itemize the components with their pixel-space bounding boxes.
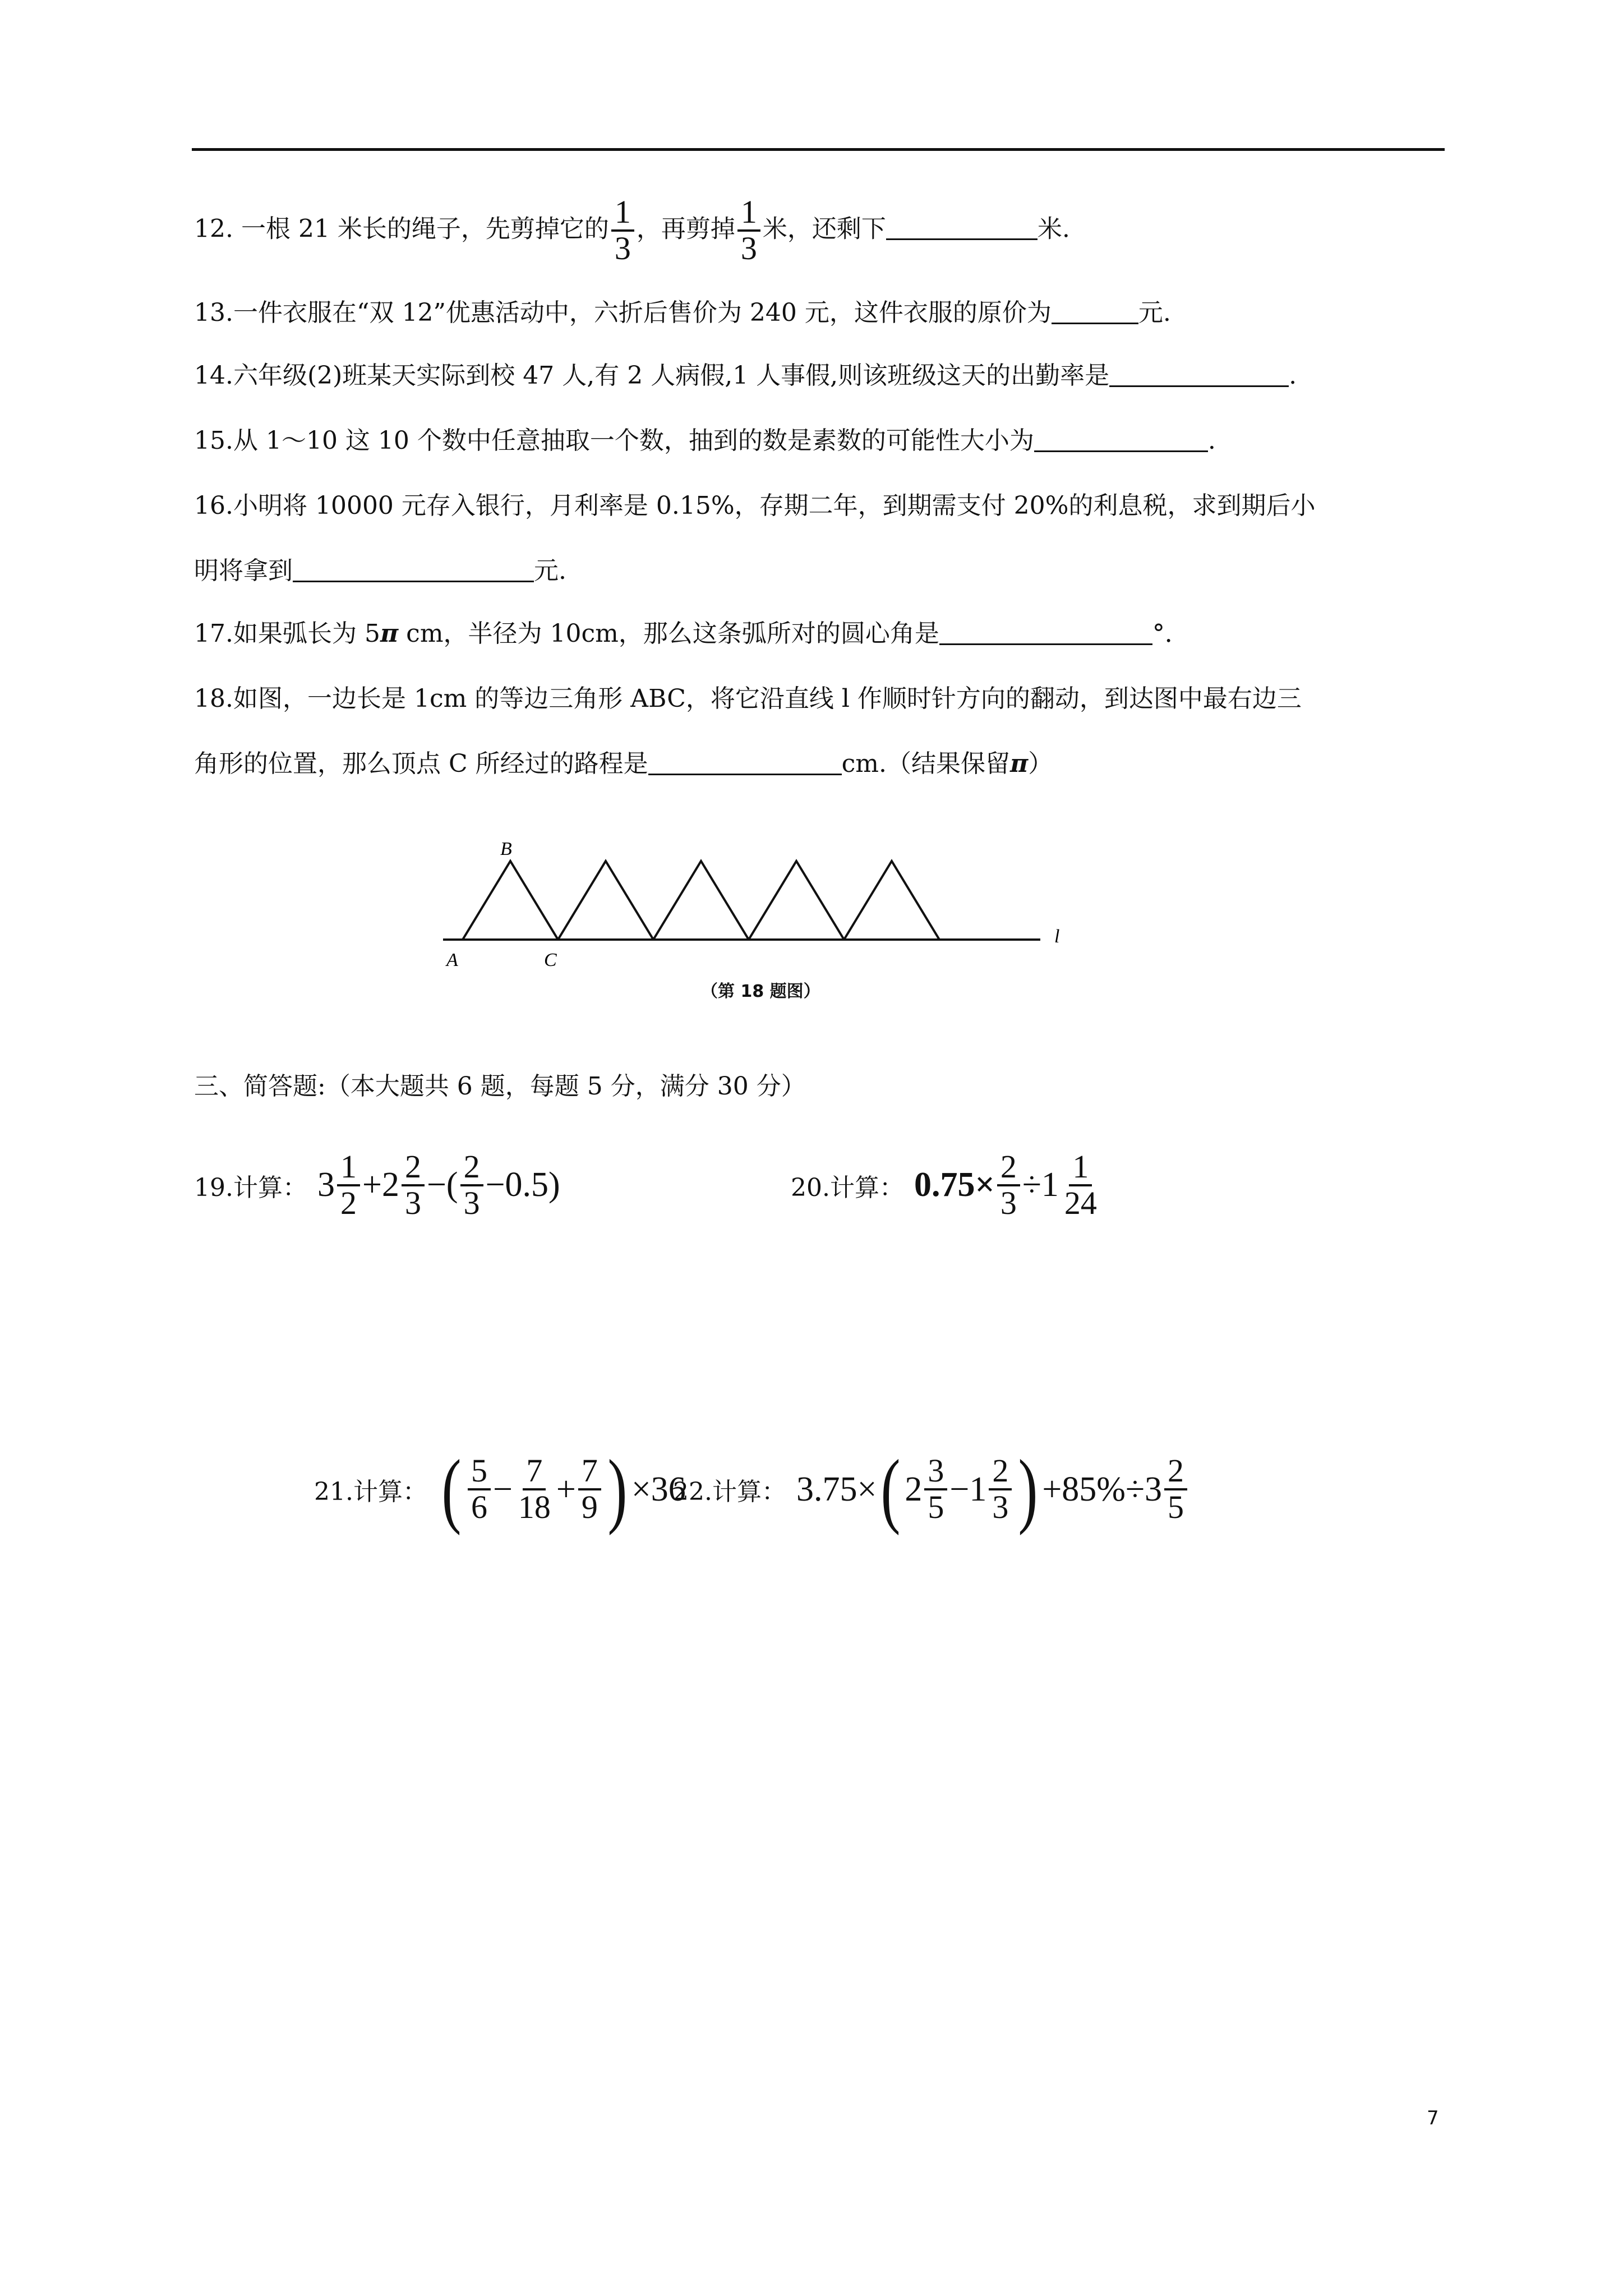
fraction-one-third: $\frac{1}{3}$ bbox=[737, 195, 760, 266]
fraction: $\frac{5}{6}$ bbox=[468, 1454, 491, 1525]
answer-blank[interactable] bbox=[886, 214, 1038, 240]
fraction: $\frac{2}{3}$ bbox=[989, 1454, 1012, 1525]
question-13: 13.一件衣服在“双 12”优惠活动中，六折后售价为 240 元，这件衣服的原价为 元. bbox=[194, 298, 1171, 327]
answer-blank[interactable] bbox=[939, 619, 1152, 645]
answer-blank[interactable] bbox=[1034, 426, 1208, 452]
fraction: $\frac{7}{18}$ bbox=[518, 1452, 551, 1525]
label-a: A bbox=[446, 950, 458, 970]
answer-blank[interactable] bbox=[1109, 361, 1289, 387]
triangle bbox=[558, 861, 653, 940]
question-17: 17.如果弧长为 5π cm，半径为 10cm，那么这条弧所对的圆心角是 °． bbox=[194, 619, 1189, 648]
label-c: C bbox=[544, 950, 557, 970]
answer-blank[interactable] bbox=[293, 556, 534, 582]
triangle bbox=[749, 861, 844, 940]
label-b: B bbox=[500, 839, 512, 859]
question-16-line-1: 16.小明将 10000 元存入银行，月利率是 0.15%，存期二年，到期需支付 20%的利息税，求到期后小 bbox=[194, 491, 1316, 520]
fraction: $\frac{2}{3}$ bbox=[997, 1150, 1020, 1221]
question-15: 15.从 1～10 这 10 个数中任意抽取一个数，抽到的数是素数的可能性大小为 . bbox=[194, 426, 1216, 455]
fraction: $\frac{1}{2}$ bbox=[337, 1150, 360, 1221]
fraction: $\frac{2}{3}$ bbox=[460, 1150, 483, 1221]
fraction: $\frac{2}{5}$ bbox=[1164, 1454, 1187, 1525]
page-number: 7 bbox=[1427, 2107, 1439, 2129]
triangle bbox=[653, 861, 749, 940]
figure-caption: （第 18 题图） bbox=[701, 982, 820, 1001]
question-20: 20.计算： 0.75× $\frac{2}{3}$ ÷1 $\frac{1}{24}$ bbox=[791, 1150, 1103, 1221]
fraction-one-third: $\frac{1}{3}$ bbox=[611, 195, 634, 266]
fraction: $\frac{7}{9}$ bbox=[578, 1454, 601, 1525]
question-12: 12. 一根 21 米长的绳子，先剪掉它的 $\frac{1}{3}$ ，再剪掉 $\frac{1}{3}$ 米，还剩下 米. bbox=[194, 194, 1070, 266]
fraction: $\frac{1}{24}$ bbox=[1064, 1148, 1097, 1221]
triangle-abc bbox=[463, 861, 558, 940]
answer-blank[interactable] bbox=[648, 749, 842, 775]
question-21: 21.计算： ( $\frac{5}{6}$ − $\frac{7}{18}$ + $\frac{7}{9}$ ) ×36 bbox=[314, 1443, 686, 1536]
header-rule bbox=[192, 148, 1445, 151]
answer-blank[interactable] bbox=[1052, 298, 1138, 324]
question-18-line-1: 18.如图，一边长是 1cm 的等边三角形 ABC，将它沿直线 l 作顺时针方向的翻动，到达图中最右边三 bbox=[194, 684, 1302, 713]
triangle bbox=[844, 861, 939, 940]
label-l: l bbox=[1054, 926, 1060, 947]
question-16-line-2: 明将拿到 元. bbox=[194, 556, 566, 585]
question-19: 19.计算： 3 $\frac{1}{2}$ +2 $\frac{2}{3}$ −( $\frac{2}{3}$ −0.5) bbox=[194, 1148, 560, 1221]
question-22: 22.计算： 3.75× ( 2 $\frac{3}{5}$ −1 $\frac{2}{3}$ ) +85%÷3 $\frac{2}{5}$ bbox=[673, 1447, 1189, 1531]
section-3-title: 三、简答题:（本大题共 6 题，每题 5 分，满分 30 分） bbox=[194, 1072, 806, 1101]
question-18-line-2: 角形的位置，那么顶点 C 所经过的路程是 cm.（结果保留π） bbox=[194, 749, 1053, 778]
question-14: 14.六年级(2)班某天实际到校 47 人,有 2 人病假,1 人事假,则该班级这天的出勤率是 . bbox=[194, 361, 1297, 390]
fraction: $\frac{2}{3}$ bbox=[402, 1150, 425, 1221]
fraction: $\frac{3}{5}$ bbox=[924, 1454, 947, 1525]
